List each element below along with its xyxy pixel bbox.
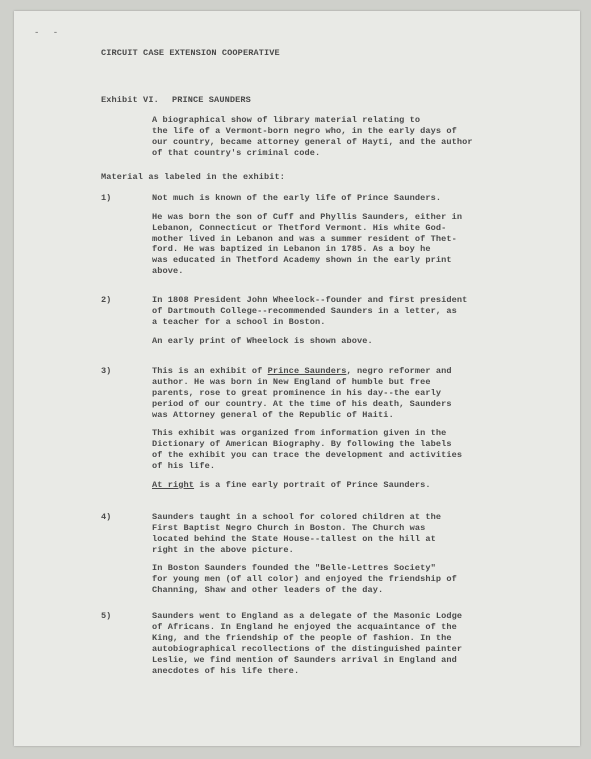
item-text-line: of Africans. In England he enjoyed the acquaintance of the xyxy=(152,621,457,632)
item-text-line: Leslie, we find mention of Saunders arrival in England and xyxy=(152,654,457,665)
item-text-line: of Dartmouth College--recommended Saunders in a letter, as xyxy=(152,305,457,316)
item-text-line: author. He was born in New England of humble but free xyxy=(152,376,431,387)
portrait-note xyxy=(152,480,431,491)
item-text-line: period of our country. At the time of his death, Saunders xyxy=(152,398,452,409)
item-text-line: autobiographical recollections of the distinguished painter xyxy=(152,643,463,654)
item-text-line: of the exhibit you can trace the development and activities xyxy=(152,450,463,461)
item-text-line: was educated in Thetford Academy shown in the early print xyxy=(152,255,452,266)
item-text-line: mother lived in Lebanon and was a summer resident of Thet- xyxy=(152,233,457,244)
intro-line: of that country's criminal code. xyxy=(152,147,321,158)
item-text-line: located behind the State House--tallest on the hill at xyxy=(152,533,436,544)
exhibit-label: Exhibit VI. xyxy=(101,95,159,105)
item-text-line: was Attorney general of the Republic of Haiti. xyxy=(152,409,394,420)
item-text-line: anecdotes of his life there. xyxy=(152,665,300,676)
item-text-line: right in the above picture. xyxy=(152,544,294,555)
underlined-text: At right xyxy=(152,479,195,490)
underlined-text: Prince Saunders xyxy=(267,366,347,376)
item-text-line: Saunders taught in a school for colored children at the xyxy=(152,512,442,522)
item-text-line: ford. He was baptized in Lebanon in 1785. As a boy he xyxy=(152,244,431,255)
item-text-line: Lebanon, Connecticut or Thetford Vermont. His white God- xyxy=(152,222,447,233)
material-heading: Material as labeled in the exhibit: xyxy=(101,172,285,182)
corner-marks: - - xyxy=(34,28,63,38)
text-span: is a fine early portrait of Prince Saunders. xyxy=(194,479,431,490)
text-span: This is an exhibit of xyxy=(152,366,268,376)
item-text-line: a teacher for a school in Boston. xyxy=(152,316,326,327)
item-number: 4) xyxy=(101,512,112,522)
item-text-line: Dictionary of American Biography. By following the labels xyxy=(152,439,452,450)
intro-line: A biographical show of library material relating to xyxy=(152,115,421,125)
item-text-line: of his life. xyxy=(152,461,216,472)
intro-line: our country, became attorney general of Hayti, and the author xyxy=(152,136,473,147)
item-text-line: parents, rose to great prominence in his day--the early xyxy=(152,387,442,398)
exhibit-name: PRINCE SAUNDERS xyxy=(172,95,251,105)
document-page xyxy=(14,11,580,746)
item-text-line: This exhibit was organized from information given in the xyxy=(152,428,447,439)
item-text-line: Channing, Shaw and other leaders of the day. xyxy=(152,585,384,596)
item-text-line: King, and the friendship of the people of fashion. In the xyxy=(152,632,452,643)
intro-line: the life of a Vermont-born negro who, in the early days of xyxy=(152,125,457,136)
item-number: 3) xyxy=(101,366,112,376)
item-number: 5) xyxy=(101,611,112,621)
item-text-line: In Boston Saunders founded the "Belle-Lettres Society" xyxy=(152,563,436,574)
item-text-line: In 1808 President John Wheelock--founder and first president xyxy=(152,295,468,305)
item-number: 1) xyxy=(101,193,112,203)
item-text-line: He was born the son of Cuff and Phyllis Saunders, either in xyxy=(152,211,463,222)
document-header: CIRCUIT CASE EXTENSION COOPERATIVE xyxy=(101,48,280,58)
item-text-line: An early print of Wheelock is shown above. xyxy=(152,335,373,346)
item-text-line: Not much is known of the early life of Prince Saunders. xyxy=(152,193,442,203)
item-first-line xyxy=(152,366,452,377)
item-text-line: Saunders went to England as a delegate of the Masonic Lodge xyxy=(152,611,463,621)
item-text-line: above. xyxy=(152,266,184,277)
item-text-line: for young men (of all color) and enjoyed the friendship of xyxy=(152,574,457,585)
item-text-line: First Baptist Negro Church in Boston. The Church was xyxy=(152,522,426,533)
text-span: , negro reformer and xyxy=(346,366,452,376)
item-number: 2) xyxy=(101,295,112,305)
